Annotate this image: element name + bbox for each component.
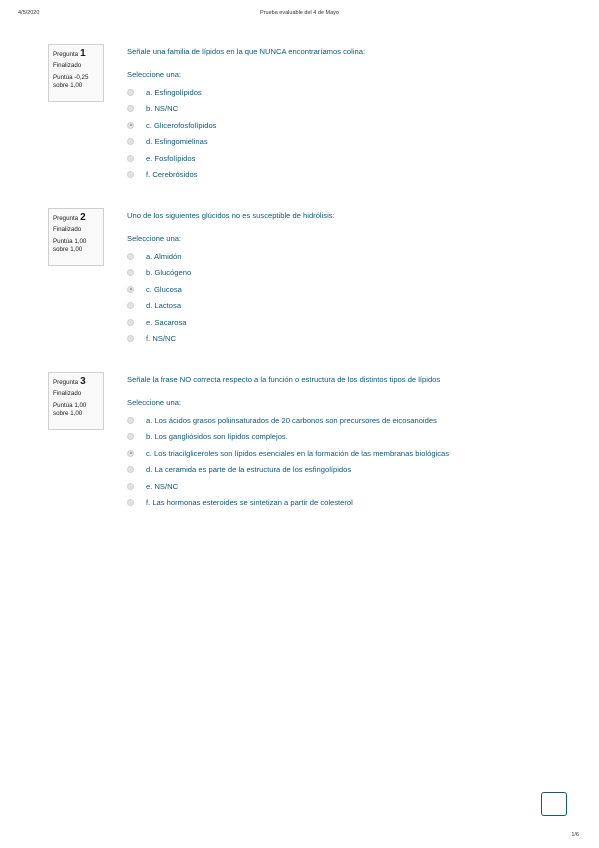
answer-prompt: Seleccione una: [127,398,182,407]
radio-button-selected[interactable] [127,286,134,293]
question-text: Uno de los siguientes glúcidos no es susceptible de hidrólisis: [127,211,335,220]
answer-option-f[interactable] [127,495,449,512]
answer-prompt: Seleccione una: [127,234,182,243]
answer-label: e. Sacarosa [146,317,187,327]
page-number: 1/6 [571,832,579,838]
radio-button[interactable] [127,253,134,260]
answer-label: d. Lactosa [146,301,182,311]
answer-option-e[interactable] [127,314,191,331]
answer-label: f. Cerebrósidos [146,170,198,180]
answer-option-c[interactable] [127,281,191,298]
answer-label: c. Los triacilgliceroles son lípidos esenciales en la formación de las membranas biológicas [146,448,450,458]
question-state: Finalizado [53,62,82,69]
radio-button[interactable] [127,433,134,440]
answer-label: e. NS/NC [146,481,179,491]
question-grade: Puntúa 1,00 [53,238,87,245]
question-1 [48,44,568,194]
answer-option-d[interactable] [127,134,216,151]
document-title: Prueba evaluable del 4 de Mayo [260,10,339,16]
answer-list [127,412,449,511]
answer-option-f[interactable] [127,167,216,184]
answer-label: b. NS/NC [146,104,179,114]
radio-button[interactable] [127,499,134,506]
answer-label: a. Esfingolípidos [146,87,202,97]
answer-option-c[interactable] [127,445,449,462]
answer-label: d. La ceramida es parte de la estructura de los esfingolípidos [146,465,352,475]
quiz-navigation-button[interactable] [541,792,567,816]
radio-button[interactable] [127,466,134,473]
answer-option-a[interactable] [127,412,449,429]
question-2 [48,208,568,358]
question-grade: Puntúa 1,00 [53,402,87,409]
answer-list [127,84,216,183]
radio-button[interactable] [127,138,134,145]
question-state: Finalizado [53,226,82,233]
radio-button[interactable] [127,417,134,424]
page-header [0,10,599,22]
radio-button-selected[interactable] [127,122,134,129]
radio-button[interactable] [127,171,134,178]
question-text: Señale la frase NO correcta respecto a la función o estructura de los distintos tipos de lípidos [127,375,441,384]
radio-button[interactable] [127,155,134,162]
answer-option-b[interactable] [127,265,191,282]
radio-button[interactable] [127,319,134,326]
question-label: Pregunta [53,215,79,222]
answer-prompt: Seleccione una: [127,70,182,79]
question-state: Finalizado [53,390,82,397]
answer-option-d[interactable] [127,462,449,479]
answer-label: e. Fosfolípidos [146,153,196,163]
answer-list [127,248,191,347]
radio-button-selected[interactable] [127,450,134,457]
question-grade-max: sobre 1,00 [53,82,83,89]
answer-label: b. Los gangliósidos son lípidos complejos. [146,432,288,442]
question-number: 3 [80,376,86,387]
answer-option-b[interactable] [127,429,449,446]
question-grade: Puntúa -0,25 [53,74,89,81]
question-info-box [48,372,104,430]
radio-button[interactable] [127,269,134,276]
answer-label: f. Las hormonas esteroides se sintetizan a partir de colesterol [146,498,353,508]
question-text: Señale una familia de lípidos en la que NUNCA encontraríamos colina: [127,47,366,56]
answer-label: c. Glicerofosfolípidos [146,120,217,130]
answer-option-b[interactable] [127,101,216,118]
question-label: Pregunta [53,51,79,58]
answer-label: c. Glucosa [146,284,182,294]
answer-option-e[interactable] [127,478,449,495]
radio-button[interactable] [127,483,134,490]
question-number: 1 [80,48,86,59]
radio-button[interactable] [127,105,134,112]
answer-option-e[interactable] [127,150,216,167]
question-3 [48,372,568,522]
answer-label: a. Los ácidos grasos poliinsaturados de 20 carbonos son precursores de eicosanoides [146,415,437,425]
question-grade-max: sobre 1,00 [53,410,83,417]
radio-button[interactable] [127,335,134,342]
answer-option-f[interactable] [127,331,191,348]
answer-label: d. Esfingomielinas [146,137,208,147]
answer-option-a[interactable] [127,248,191,265]
answer-option-c[interactable] [127,117,216,134]
question-number: 2 [80,212,86,223]
question-grade-max: sobre 1,00 [53,246,83,253]
answer-option-a[interactable] [127,84,216,101]
print-date: 4/5/2020 [18,10,40,16]
answer-label: b. Glucógeno [146,268,192,278]
question-info-box [48,44,104,102]
question-info-box [48,208,104,266]
answer-label: a. Almidón [146,251,182,261]
radio-button[interactable] [127,302,134,309]
answer-option-d[interactable] [127,298,191,315]
question-label: Pregunta [53,379,79,386]
answer-label: f. NS/NC [146,334,176,344]
radio-button[interactable] [127,89,134,96]
